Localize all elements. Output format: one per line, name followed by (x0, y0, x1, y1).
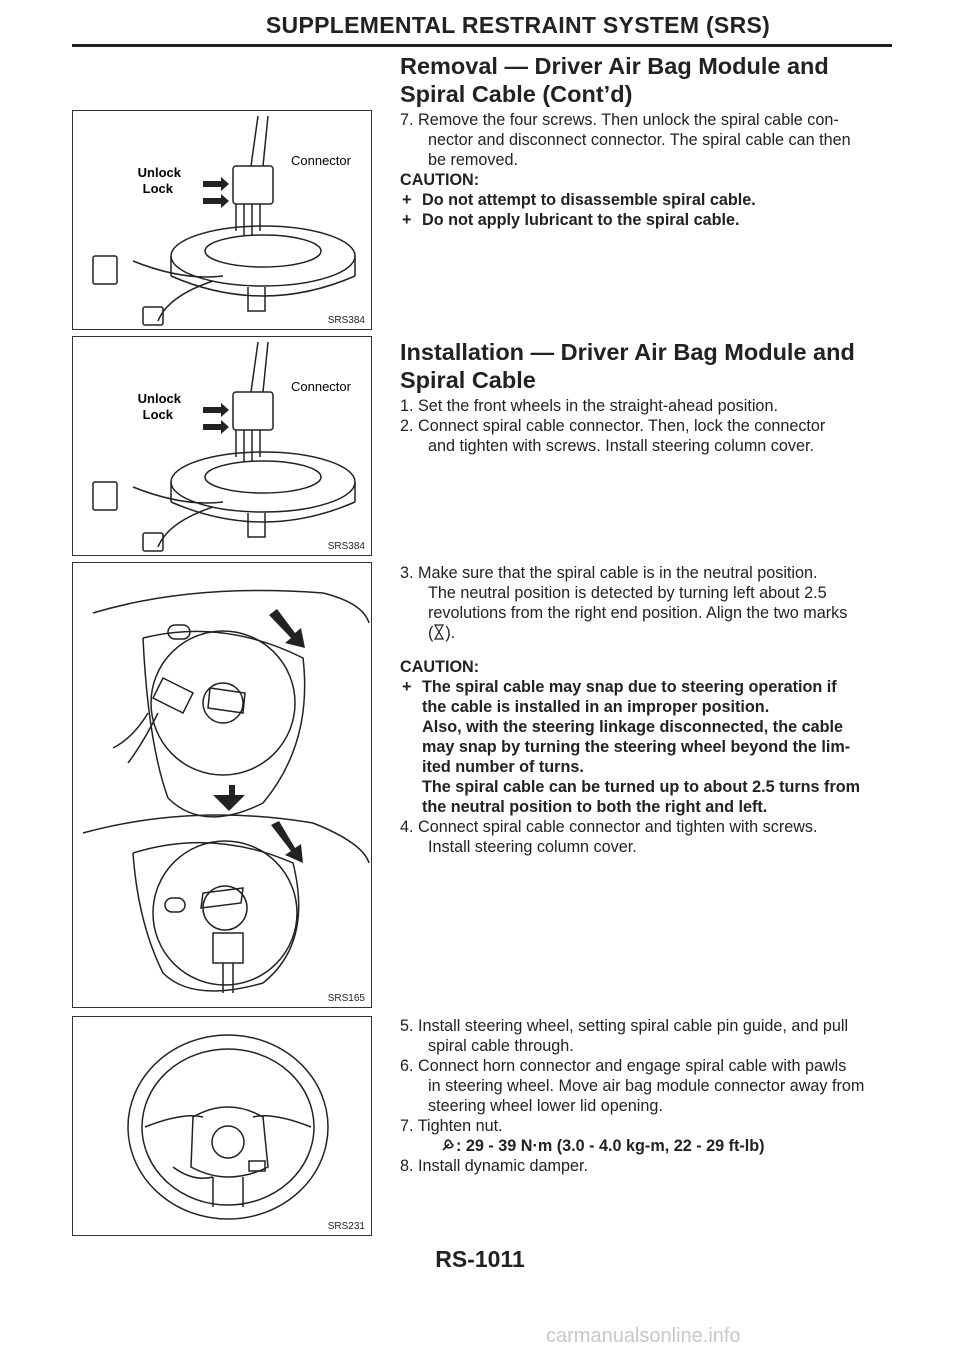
step-8: 8. Install dynamic damper. (400, 1157, 589, 1175)
step-6-line-a: 6. Connect horn connector and engage spiral cable with pawls (400, 1057, 847, 1075)
bullet-mark: + (402, 211, 412, 229)
step-5-line-a: 5. Install steering wheel, setting spiral cable pin guide, and pull (400, 1017, 849, 1035)
installation-steps-5-8 (400, 1016, 896, 1176)
connector-label: Connector (291, 153, 351, 168)
spiral-cable-illustration (73, 111, 371, 329)
install-title-line-2: Spiral Cable (400, 367, 536, 393)
caution-line-7: the neutral position to both the right and left. (422, 798, 768, 816)
removal-section-title (400, 52, 829, 108)
page-number: RS-1011 (435, 1246, 525, 1272)
step-6-line-b: in steering wheel. Move air bag module connector away from (428, 1077, 865, 1095)
caution-bullet-2 (400, 210, 896, 230)
torque-spec (400, 1136, 896, 1156)
step-2-line-a: 2. Connect spiral cable connector. Then, lock the connector (400, 417, 826, 435)
step-5-line-b: spiral cable through. (428, 1037, 574, 1055)
removal-text-block (400, 110, 896, 230)
step-4-line-b: Install steering column cover. (428, 838, 637, 856)
installation-steps-1-2 (400, 396, 896, 456)
steering-wheel-illustration (73, 1017, 371, 1235)
caution-line-6: The spiral cable can be turned up to about 2.5 turns from (422, 778, 861, 796)
figure-spiral-cable-unlock (72, 110, 372, 330)
step-7-line-c: be removed. (428, 151, 518, 169)
step-6-line-c: steering wheel lower lid opening. (428, 1097, 663, 1115)
installation-steps-3-4 (400, 563, 896, 857)
watermark: carmanualsonline.info (546, 1325, 741, 1347)
connector-label: Connector (291, 379, 351, 394)
header-rule (72, 44, 892, 47)
alignment-mark-icon (433, 624, 445, 640)
figure-spiral-cable-lock (72, 336, 372, 556)
step-3-line-b: The neutral position is detected by turning left about 2.5 (428, 584, 827, 602)
caution-line-5: ited number of turns. (422, 758, 584, 776)
page-header-title: SUPPLEMENTAL RESTRAINT SYSTEM (SRS) (265, 12, 771, 38)
torque-wrench-icon (440, 1137, 456, 1153)
step-7-line-b: nector and disconnect connector. The spiral cable can then (428, 131, 851, 149)
figure-id: SRS384 (327, 315, 365, 326)
torque-value: : 29 - 39 N·m (3.0 - 4.0 kg-m, 22 - 29 ft-lb) (456, 1137, 765, 1155)
figure-id: SRS165 (327, 993, 365, 1004)
caution-bullet (400, 677, 896, 817)
bullet-mark: + (402, 678, 412, 696)
caution-line-3: Also, with the steering linkage disconnected, the cable (422, 718, 843, 736)
spiral-cable-illustration (73, 337, 371, 555)
caution-line-1: The spiral cable may snap due to steering operation if (422, 678, 837, 696)
steering-neutral-illustration (73, 563, 371, 1007)
caution-line-4: may snap by turning the steering wheel beyond the lim- (422, 738, 851, 756)
installation-section-title (400, 338, 855, 394)
removal-title-line-1: Removal — Driver Air Bag Module and (400, 53, 829, 79)
figure-id: SRS231 (327, 1221, 365, 1232)
caution-line-2: the cable is installed in an improper position. (422, 698, 770, 716)
bullet-mark: + (402, 191, 412, 209)
install-title-line-1: Installation — Driver Air Bag Module and (400, 339, 855, 365)
step-3-line-a: 3. Make sure that the spiral cable is in the neutral position. (400, 564, 818, 582)
step-1: 1. Set the front wheels in the straight-ahead position. (400, 397, 778, 415)
step-2-line-b: and tighten with screws. Install steering column cover. (428, 437, 814, 455)
unlock-label: Unlock (137, 391, 181, 406)
paren-open: ( (428, 624, 434, 642)
step-7: 7. Tighten nut. (400, 1117, 503, 1135)
caution-bullet-1 (400, 190, 896, 210)
step-7-line-a: 7. Remove the four screws. Then unlock the spiral cable con- (400, 111, 839, 129)
step-3-line-d (400, 623, 896, 643)
figure-id: SRS384 (327, 541, 365, 552)
removal-title-line-2: Spiral Cable (Cont’d) (400, 81, 633, 107)
step-4-line-a: 4. Connect spiral cable connector and tighten with screws. (400, 818, 818, 836)
figure-neutral-position (72, 562, 372, 1008)
step-3-line-c: revolutions from the right end position. Align the two marks (428, 604, 848, 622)
caution-text-2: Do not apply lubricant to the spiral cable. (422, 211, 740, 229)
caution-text-1: Do not attempt to disassemble spiral cable. (422, 191, 756, 209)
lock-label: Lock (142, 407, 173, 422)
lock-label: Lock (142, 181, 173, 196)
caution-label: CAUTION: (400, 171, 480, 189)
caution-label: CAUTION: (400, 658, 480, 676)
figure-steering-wheel (72, 1016, 372, 1236)
unlock-label: Unlock (137, 165, 181, 180)
paren-close: ). (445, 624, 456, 642)
